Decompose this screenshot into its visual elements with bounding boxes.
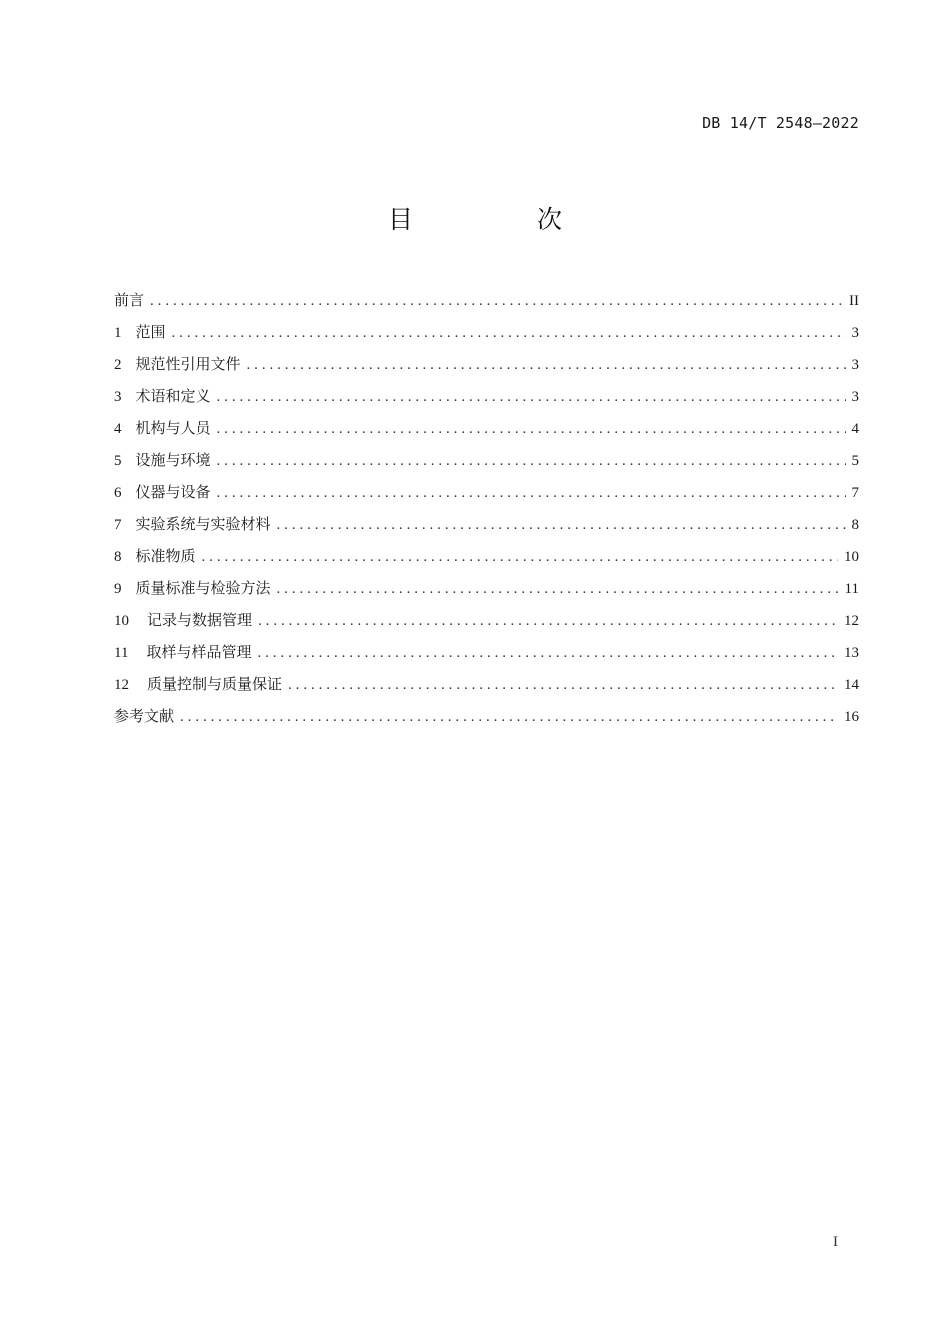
toc-entry-label: 规范性引用文件	[135, 355, 241, 373]
toc-entry-11[interactable]	[114, 636, 859, 668]
toc-entry-label: 前言	[114, 291, 145, 309]
toc-entry-page: 4	[851, 421, 859, 437]
toc-entry-label: 记录与数据管理	[147, 611, 253, 629]
toc-entry-6[interactable]	[114, 476, 859, 508]
toc-leader-dots	[277, 509, 846, 541]
toc-entry-page: II	[849, 293, 859, 309]
toc-entry-number: 5	[114, 453, 122, 469]
toc-entry-7[interactable]	[114, 508, 859, 540]
toc-entry-page: 13	[844, 645, 859, 661]
toc-leader-dots	[247, 349, 846, 381]
toc-entry-label: 设施与环境	[135, 451, 211, 469]
toc-entry-number: 6	[114, 485, 122, 501]
toc-leader-dots	[217, 381, 846, 413]
toc-entry-page: 14	[844, 677, 859, 693]
toc-entry-1[interactable]	[114, 316, 859, 348]
toc-entry-number: 4	[114, 421, 122, 437]
page-title: 目 次	[388, 205, 620, 234]
toc-entry-page: 8	[851, 517, 859, 533]
toc-entry-label: 仪器与设备	[135, 483, 211, 501]
toc-entry-label: 质量控制与质量保证	[147, 675, 283, 693]
toc-leader-dots	[172, 317, 846, 349]
toc-leader-dots	[180, 701, 838, 733]
toc-entry-label: 质量标准与检验方法	[135, 579, 271, 597]
toc-entry-number: 1	[114, 325, 122, 341]
toc-entry-label: 取样与样品管理	[146, 643, 252, 661]
toc-entry-2[interactable]	[114, 348, 859, 380]
toc-leader-dots	[217, 445, 846, 477]
toc-entry-number: 2	[114, 357, 122, 373]
toc-entry-page: 3	[851, 325, 859, 341]
toc-leader-dots	[277, 573, 839, 605]
toc-entry-references[interactable]	[114, 700, 859, 732]
toc-entry-label: 标准物质	[135, 547, 196, 565]
toc-leader-dots	[257, 637, 838, 669]
toc-entry-label: 术语和定义	[135, 387, 211, 405]
toc-entry-label: 参考文献	[114, 707, 175, 725]
toc-entry-number: 3	[114, 389, 122, 405]
toc-leader-dots	[288, 669, 838, 701]
toc-entry-page: 16	[844, 709, 859, 725]
toc-entry-page: 3	[851, 357, 859, 373]
toc-leader-dots	[217, 477, 846, 509]
toc-leader-dots	[258, 605, 838, 637]
toc-entry-page: 12	[844, 613, 859, 629]
toc-entry-4[interactable]	[114, 412, 859, 444]
toc-entry-number: 10	[114, 613, 129, 629]
document-code: DB 14/T 2548—2022	[702, 114, 859, 132]
toc-entry-label: 机构与人员	[135, 419, 211, 437]
toc-entry-page: 10	[844, 549, 859, 565]
toc-entry-number: 11	[114, 645, 129, 661]
toc-entry-label: 实验系统与实验材料	[135, 515, 271, 533]
toc-entry-12[interactable]	[114, 668, 859, 700]
toc-entry-page: 3	[851, 389, 859, 405]
toc-entry-label: 范围	[135, 323, 166, 341]
toc-entry-5[interactable]	[114, 444, 859, 476]
table-of-contents	[114, 284, 859, 732]
toc-entry-number: 8	[114, 549, 122, 565]
toc-entry-page: 5	[851, 453, 859, 469]
toc-entry-page: 7	[851, 485, 859, 501]
toc-leader-dots	[150, 285, 843, 317]
toc-entry-foreword[interactable]	[114, 284, 859, 316]
toc-entry-number: 9	[114, 581, 122, 597]
toc-entry-number: 12	[114, 677, 129, 693]
toc-leader-dots	[202, 541, 838, 573]
toc-entry-number: 7	[114, 517, 122, 533]
toc-entry-10[interactable]	[114, 604, 859, 636]
page-number: I	[833, 1234, 838, 1250]
toc-entry-8[interactable]	[114, 540, 859, 572]
toc-entry-9[interactable]	[114, 572, 859, 604]
toc-leader-dots	[217, 413, 846, 445]
toc-entry-page: 11	[844, 581, 859, 597]
toc-entry-3[interactable]	[114, 380, 859, 412]
